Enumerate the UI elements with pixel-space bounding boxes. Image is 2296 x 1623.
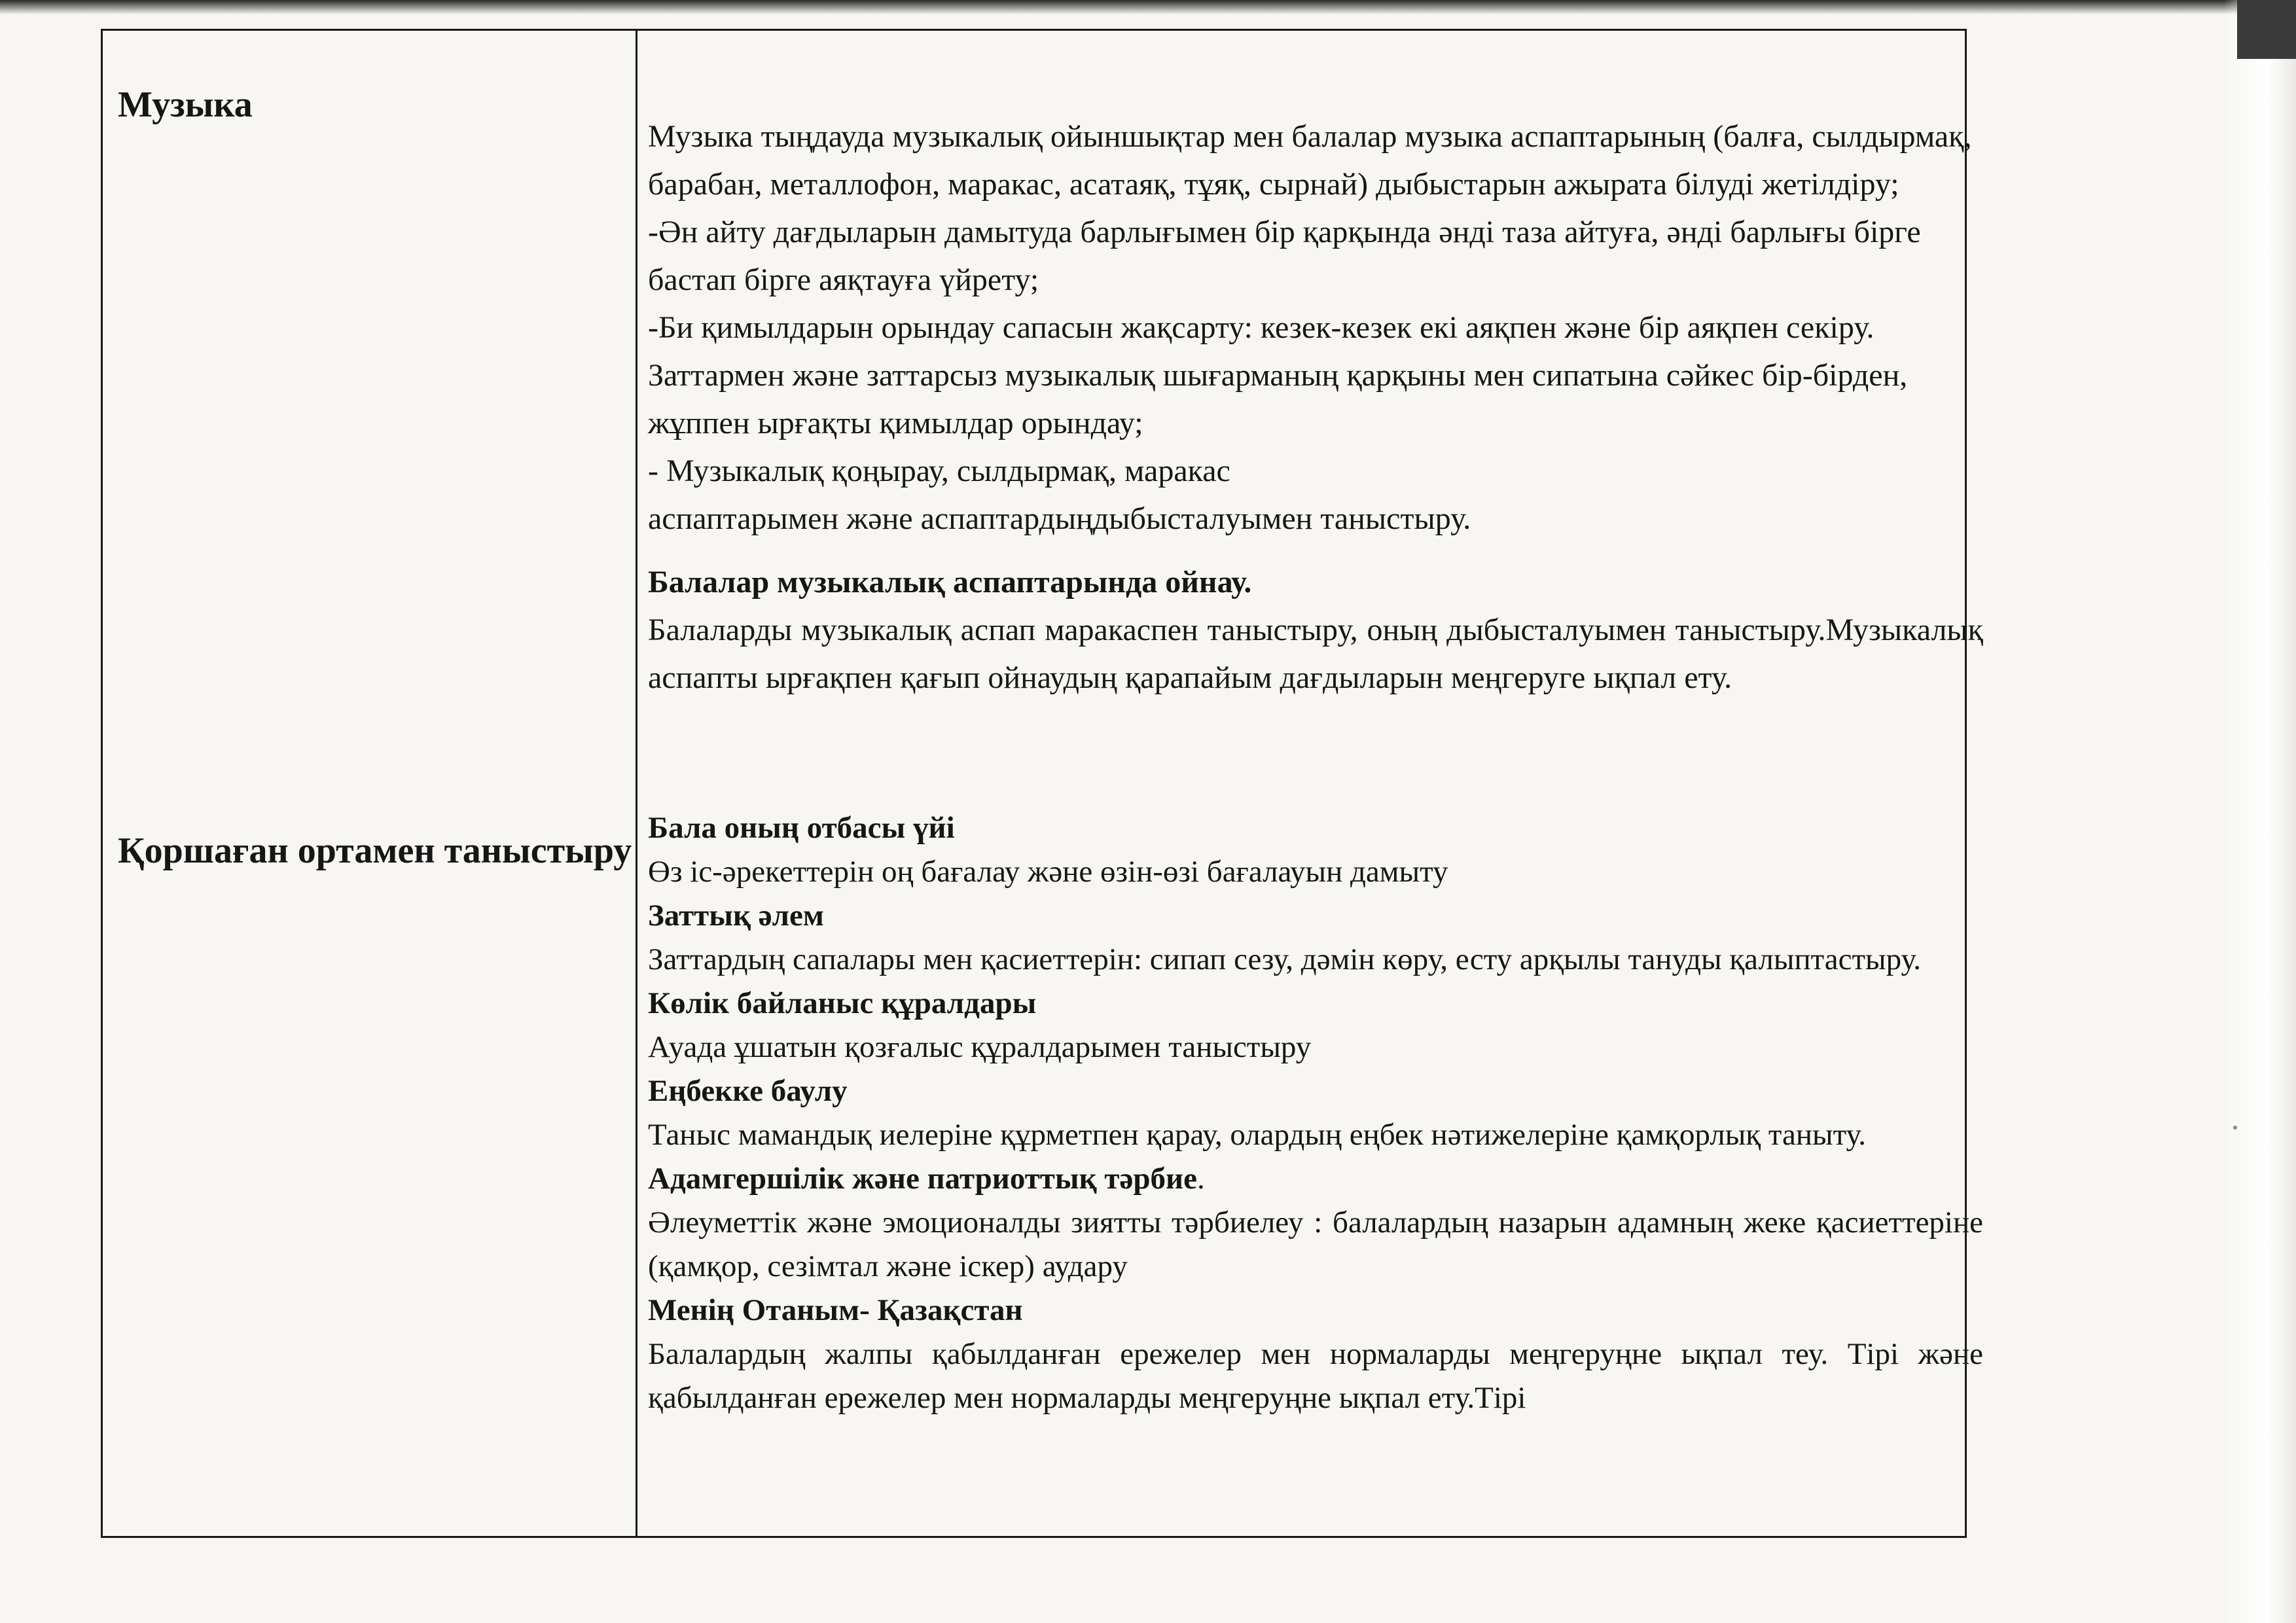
music-paragraph: - Музыкалық қоңырау, сылдырмақ, маракас bbox=[648, 454, 1230, 488]
music-section-text: Балаларды музыкалық аспап маракаспен таныстыру, оның дыбысталуымен таныстыру.Музыкалық аспапты ырғақпен қағып ойнаудың қарапайым дағдыларын меңгеруге ықпал ету. bbox=[648, 613, 1983, 695]
env-section-text: Балалардың жалпы қабылданған ережелер мен нормаларды меңгеруңне ықпал теу. Тірі және қабылданған ережелер мен нормаларды меңгеруңне ықпал ету.Тірі bbox=[648, 1337, 1983, 1415]
scan-speck bbox=[2233, 1126, 2237, 1130]
environment-content bbox=[648, 806, 1983, 1420]
scan-shadow-top bbox=[0, 0, 2296, 14]
subject-environment: Қоршаған ортамен таныстыру bbox=[118, 830, 632, 871]
env-section-title: Еңбекке баулу bbox=[648, 1074, 848, 1108]
env-section-text: Заттардың сапалары мен қасиеттерін: сипап сезу, дәмін көру, есту арқылы тануды қалыптастыру. bbox=[648, 942, 1921, 976]
env-section-title: Менің Отаным- Қазақстан bbox=[648, 1293, 1023, 1327]
subject-column bbox=[102, 30, 637, 1537]
music-paragraph: Музыка тыңдауда музыкалық ойыншықтар мен балалар музыка аспаптарының (балға, сылдырмақ, барабан, металлофон, маракас, асатаяқ, тұяқ, сырнай) дыбыстарын ажырата білуді жетілдіру; bbox=[648, 119, 1972, 202]
env-section-text: Ауада ұшатын қозғалыс құралдарымен таныстыру bbox=[648, 1030, 1312, 1064]
scan-corner bbox=[2237, 0, 2296, 59]
env-section-title: Заттық әлем bbox=[648, 899, 824, 933]
title-period: . bbox=[1196, 1162, 1205, 1196]
music-section-title: Балалар музыкалық аспаптарында ойнау. bbox=[648, 565, 1252, 599]
env-section-text: Әлеуметтік және эмоционалды зиятты тәрбиелеу : балалардың назарын адамның жеке қасиеттеріне (қамқор, сезімтал және іскер) аудару bbox=[648, 1205, 1983, 1283]
music-content bbox=[648, 113, 1983, 702]
scan-shadow-right bbox=[2224, 0, 2296, 1623]
env-section-title: Адамгершілік және патриоттық тәрбие bbox=[648, 1162, 1197, 1196]
env-section-text: Таныс мамандық иелеріне құрметпен қарау, олардың еңбек нәтижелеріне қамқорлық таныту. bbox=[648, 1118, 1867, 1152]
env-section-text: Өз іс-әрекеттерін оң бағалау және өзін-өзі бағалауын дамыту bbox=[648, 855, 1448, 889]
env-section-title: Көлік байланыс құралдары bbox=[648, 986, 1037, 1020]
music-paragraph: -Ән айту дағдыларын дамытуда барлығымен бір қарқында әнді таза айтуға, әнді барлығы бірге бастап бірге аяқтауға үйрету; bbox=[648, 215, 1921, 297]
music-paragraph: -Би қимылдарын орындау сапасын жақсарту: кезек-кезек екі аяқпен және бір аяқпен секіру. Заттармен және заттарсыз музыкалық шығарманың қарқыны мен сипатына сәйкес бір-бірден, жұппен ырғақты қимылдар орындау; bbox=[648, 310, 1908, 440]
env-section-title-line bbox=[648, 1157, 1983, 1201]
subject-music: Музыка bbox=[118, 84, 253, 125]
env-section-title: Бала оның отбасы үйі bbox=[648, 811, 955, 845]
music-paragraph: аспаптарымен және аспаптардыңдыбысталуымен таныстыру. bbox=[648, 501, 1471, 536]
